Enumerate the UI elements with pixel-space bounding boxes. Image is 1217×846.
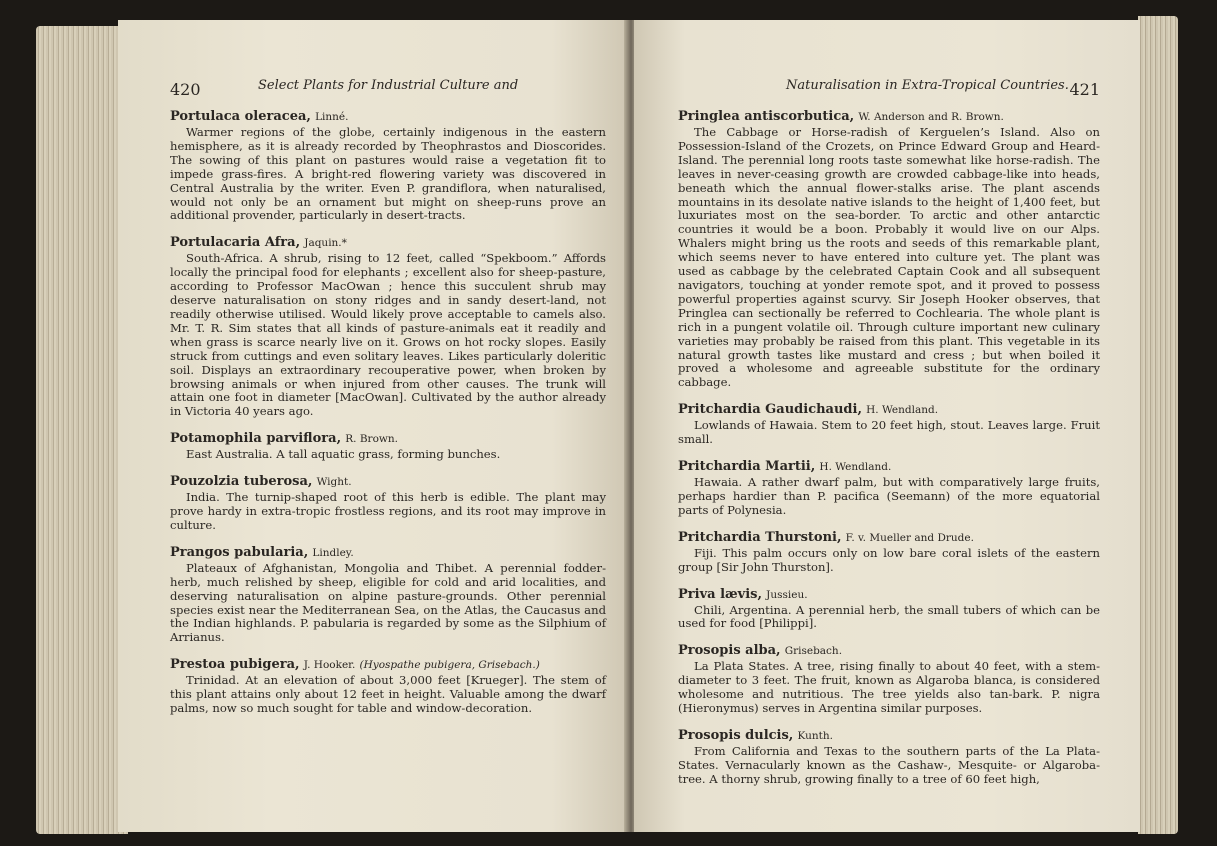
entry-description: The Cabbage or Horse-radish of Kerguelen’s Island. Also on Possession-Island of the Crozets, on Prince Edward Group and Heard-Island. The perennial long roots taste somewhat like horse-radish. The leaves in never-ceasing growth are crowded cabbage-like into heads, beneath which the annual flower-stalks arise. The plant ascends mountains in its desolate native islands to the height of 1,400 feet, but luxuriates most on the sea-border. To arctic and other antarctic countries it would be a boon. Probably it would live on our Alps. Whalers might bring us the roots and seeds of this remarkable plant, which seems never to have entered into culture yet. The plant was used as cabbage by the celebrated Captain Cook and all subsequent navigators, touching at yonder remote spot, and it proved to possess powerful properties against scurvy. Sir Joseph Hooker observes, that Pringlea can sectionally be referred to Cochlearia. The whole plant is rich in a pungent volatile oil. Through culture important new culinary varieties may probably be raised from this plant. This vegetable in its natural growth tastes like mustard and cress ; but when boiled it proved a wholesome and agreeable substitute for the ordinary cabbage. xyxy=(678,125,1100,390)
entry-description: Fiji. This palm occurs only on low bare coral islets of the eastern group [Sir John Thurston]. xyxy=(678,545,1100,574)
entry-description: Chili, Argentina. A perennial herb, the small tubers of which can be used for food [Philippi]. xyxy=(678,602,1100,631)
left-entries xyxy=(170,108,606,716)
entry-heading xyxy=(678,529,1100,547)
right-entries xyxy=(678,108,1100,787)
entry-heading xyxy=(170,656,606,674)
page-edges-left xyxy=(36,26,128,834)
plant-authority: Grisebach. xyxy=(784,645,843,658)
plant-name: Portulacaria Afra, xyxy=(170,235,301,251)
plant-authority: F. v. Mueller and Drude. xyxy=(845,531,974,544)
plant-entry xyxy=(170,430,606,462)
entry-heading xyxy=(170,544,606,562)
plant-entry xyxy=(678,401,1100,447)
left-page-number: 420 xyxy=(170,80,201,99)
plant-authority: R. Brown. xyxy=(345,433,398,446)
plant-entry xyxy=(170,234,606,419)
entry-heading xyxy=(678,642,1100,660)
entry-heading xyxy=(678,458,1100,476)
plant-authority: H. Wendland. xyxy=(819,461,892,474)
entry-description: Trinidad. At an elevation of about 3,000 feet [Krueger]. The stem of this plant attains only about 12 feet in height. Valuable among the dwarf palms, now so much sought for table and window-decoration. xyxy=(170,673,606,716)
plant-name: Prestoa pubigera, xyxy=(170,657,300,673)
entry-description: East Australia. A tall aquatic grass, forming bunches. xyxy=(186,447,501,462)
plant-entry xyxy=(170,108,606,223)
plant-authority: Lindley. xyxy=(312,546,354,559)
plant-entry xyxy=(678,529,1100,575)
plant-authority: Wight. xyxy=(316,476,352,489)
entry-description: Hawaia. A rather dwarf palm, but with comparatively large fruits, perhaps hardier than P. pacifica (Seemann) of the more equatorial parts of Polynesia. xyxy=(678,475,1100,517)
plant-name: Portulaca oleracea, xyxy=(170,109,311,124)
plant-name: Prangos pabularia, xyxy=(170,544,309,560)
plant-entry xyxy=(678,586,1100,632)
entry-heading xyxy=(170,234,606,252)
plant-authority: Linné. xyxy=(315,111,349,123)
entry-heading xyxy=(170,108,606,126)
page-edges-right xyxy=(1138,16,1178,834)
plant-authority: Kunth. xyxy=(797,730,833,742)
entry-heading xyxy=(170,473,606,491)
plant-name: Pritchardia Martii, xyxy=(678,459,816,475)
right-page xyxy=(634,20,1140,832)
plant-name: Pouzolzia tuberosa, xyxy=(170,474,313,490)
right-running-head xyxy=(678,78,1100,100)
plant-entry xyxy=(678,642,1100,716)
entry-description: India. The turnip-shaped root of this herb is edible. The plant may prove hardy in extra-tropic frostless regions, and its root may improve in culture. xyxy=(170,490,606,532)
entry-heading xyxy=(678,108,1100,126)
right-page-number: 421 xyxy=(1069,80,1100,99)
plant-authority: J. Hooker. xyxy=(303,659,356,672)
entry-heading xyxy=(170,430,606,448)
plant-authority: Jaquin.* xyxy=(304,237,347,250)
left-page xyxy=(118,20,628,832)
plant-name: Pritchardia Gaudichaudi, xyxy=(678,402,862,418)
plant-entry xyxy=(678,458,1100,518)
plant-entry xyxy=(170,656,606,716)
plant-name: Pritchardia Thurstoni, xyxy=(678,529,842,545)
plant-entry xyxy=(170,544,606,645)
entry-description: South-Africa. A shrub, rising to 12 feet, called “Spekboom.” Affords locally the principal food for elephants ; excellent also for sheep-pasture, according to Professor MacOwan ; hence this succulent shrub may deserve naturalisation on stony ridges and in sandy desert-land, not readily otherwise utilised. Would likely prove acceptable to camels also. Mr. T. R. Sim states that all kinds of pasture-animals eat it readily and when grass is scarce nearly live on it. Grows on hot rocky slopes. Easily struck from cuttings and even solitary leaves. Likes particularly doleritic soil. Displays an extraordinary recouperative power, when broken by browsing animals or when injured from other causes. The trunk will attain one foot in diameter [MacOwan]. Cultivated by the author already in Victoria 40 years ago. xyxy=(170,251,606,419)
left-running-title: Select Plants for Industrial Culture and xyxy=(258,78,519,93)
plant-name: Prosopis dulcis, xyxy=(678,728,794,743)
entry-description: Warmer regions of the globe, certainly indigenous in the eastern hemisphere, as it is already recorded by Theophrastos and Dioscorides. The sowing of this plant on pastures would raise a vegetation fit to impede grass-fires. A bright-red flowering variety was discovered in Central Australia by the writer. Even P. grandiflora, when naturalised, would not only be an ornament but might on sheep-runs prove an additional provender, particularly in desert-tracts. xyxy=(170,125,606,223)
entry-description: Lowlands of Hawaia. Stem to 20 feet high, stout. Leaves large. Fruit small. xyxy=(678,418,1100,447)
entry-description: From California and Texas to the southern parts of the La Plata-States. Vernacularly known as the Cashaw-, Mesquite- or Algaroba-tree. A thorny shrub, growing finally to a tree of 60 feet high, xyxy=(678,744,1100,786)
plant-authority: H. Wendland. xyxy=(866,404,939,417)
plant-authority: W. Anderson and R. Brown. xyxy=(858,111,1004,123)
entry-description: La Plata States. A tree, rising finally to about 40 feet, with a stem-diameter to 3 feet. The fruit, known as Algaroba blanca, is considered wholesome and nutritious. The tree yields also tan-bark. P. nigra (Hieronymus) serves in Argentina similar purposes. xyxy=(678,659,1100,716)
plant-synonym: (Hyospathe pubigera, Grisebach.) xyxy=(359,659,540,672)
plant-name: Prosopis alba, xyxy=(678,643,781,659)
plant-name: Potamophila parviflora, xyxy=(170,431,342,447)
plant-entry xyxy=(678,108,1100,390)
plant-entry xyxy=(678,727,1100,787)
entry-heading xyxy=(678,727,1100,745)
left-running-head xyxy=(170,78,606,100)
entry-heading xyxy=(678,401,1100,419)
entry-heading xyxy=(678,586,1100,604)
right-running-title: Naturalisation in Extra-Tropical Countries. xyxy=(786,78,1069,93)
plant-entry xyxy=(170,473,606,533)
plant-name: Priva lævis, xyxy=(678,586,763,602)
plant-name: Pringlea antiscorbutica, xyxy=(678,109,855,124)
plant-authority: Jussieu. xyxy=(766,588,808,601)
entry-description: Plateaux of Afghanistan, Mongolia and Thibet. A perennial fodder-herb, much relished by sheep, eligible for cold and arid localities, and deserving naturalisation on alpine pasture-grounds. Other perennial species exist near the Mediterranean Sea, on the Atlas, the Caucasus and the Indian highlands. P. pabularia is regarded by some as the Silphium of Arrianus. xyxy=(170,560,606,645)
